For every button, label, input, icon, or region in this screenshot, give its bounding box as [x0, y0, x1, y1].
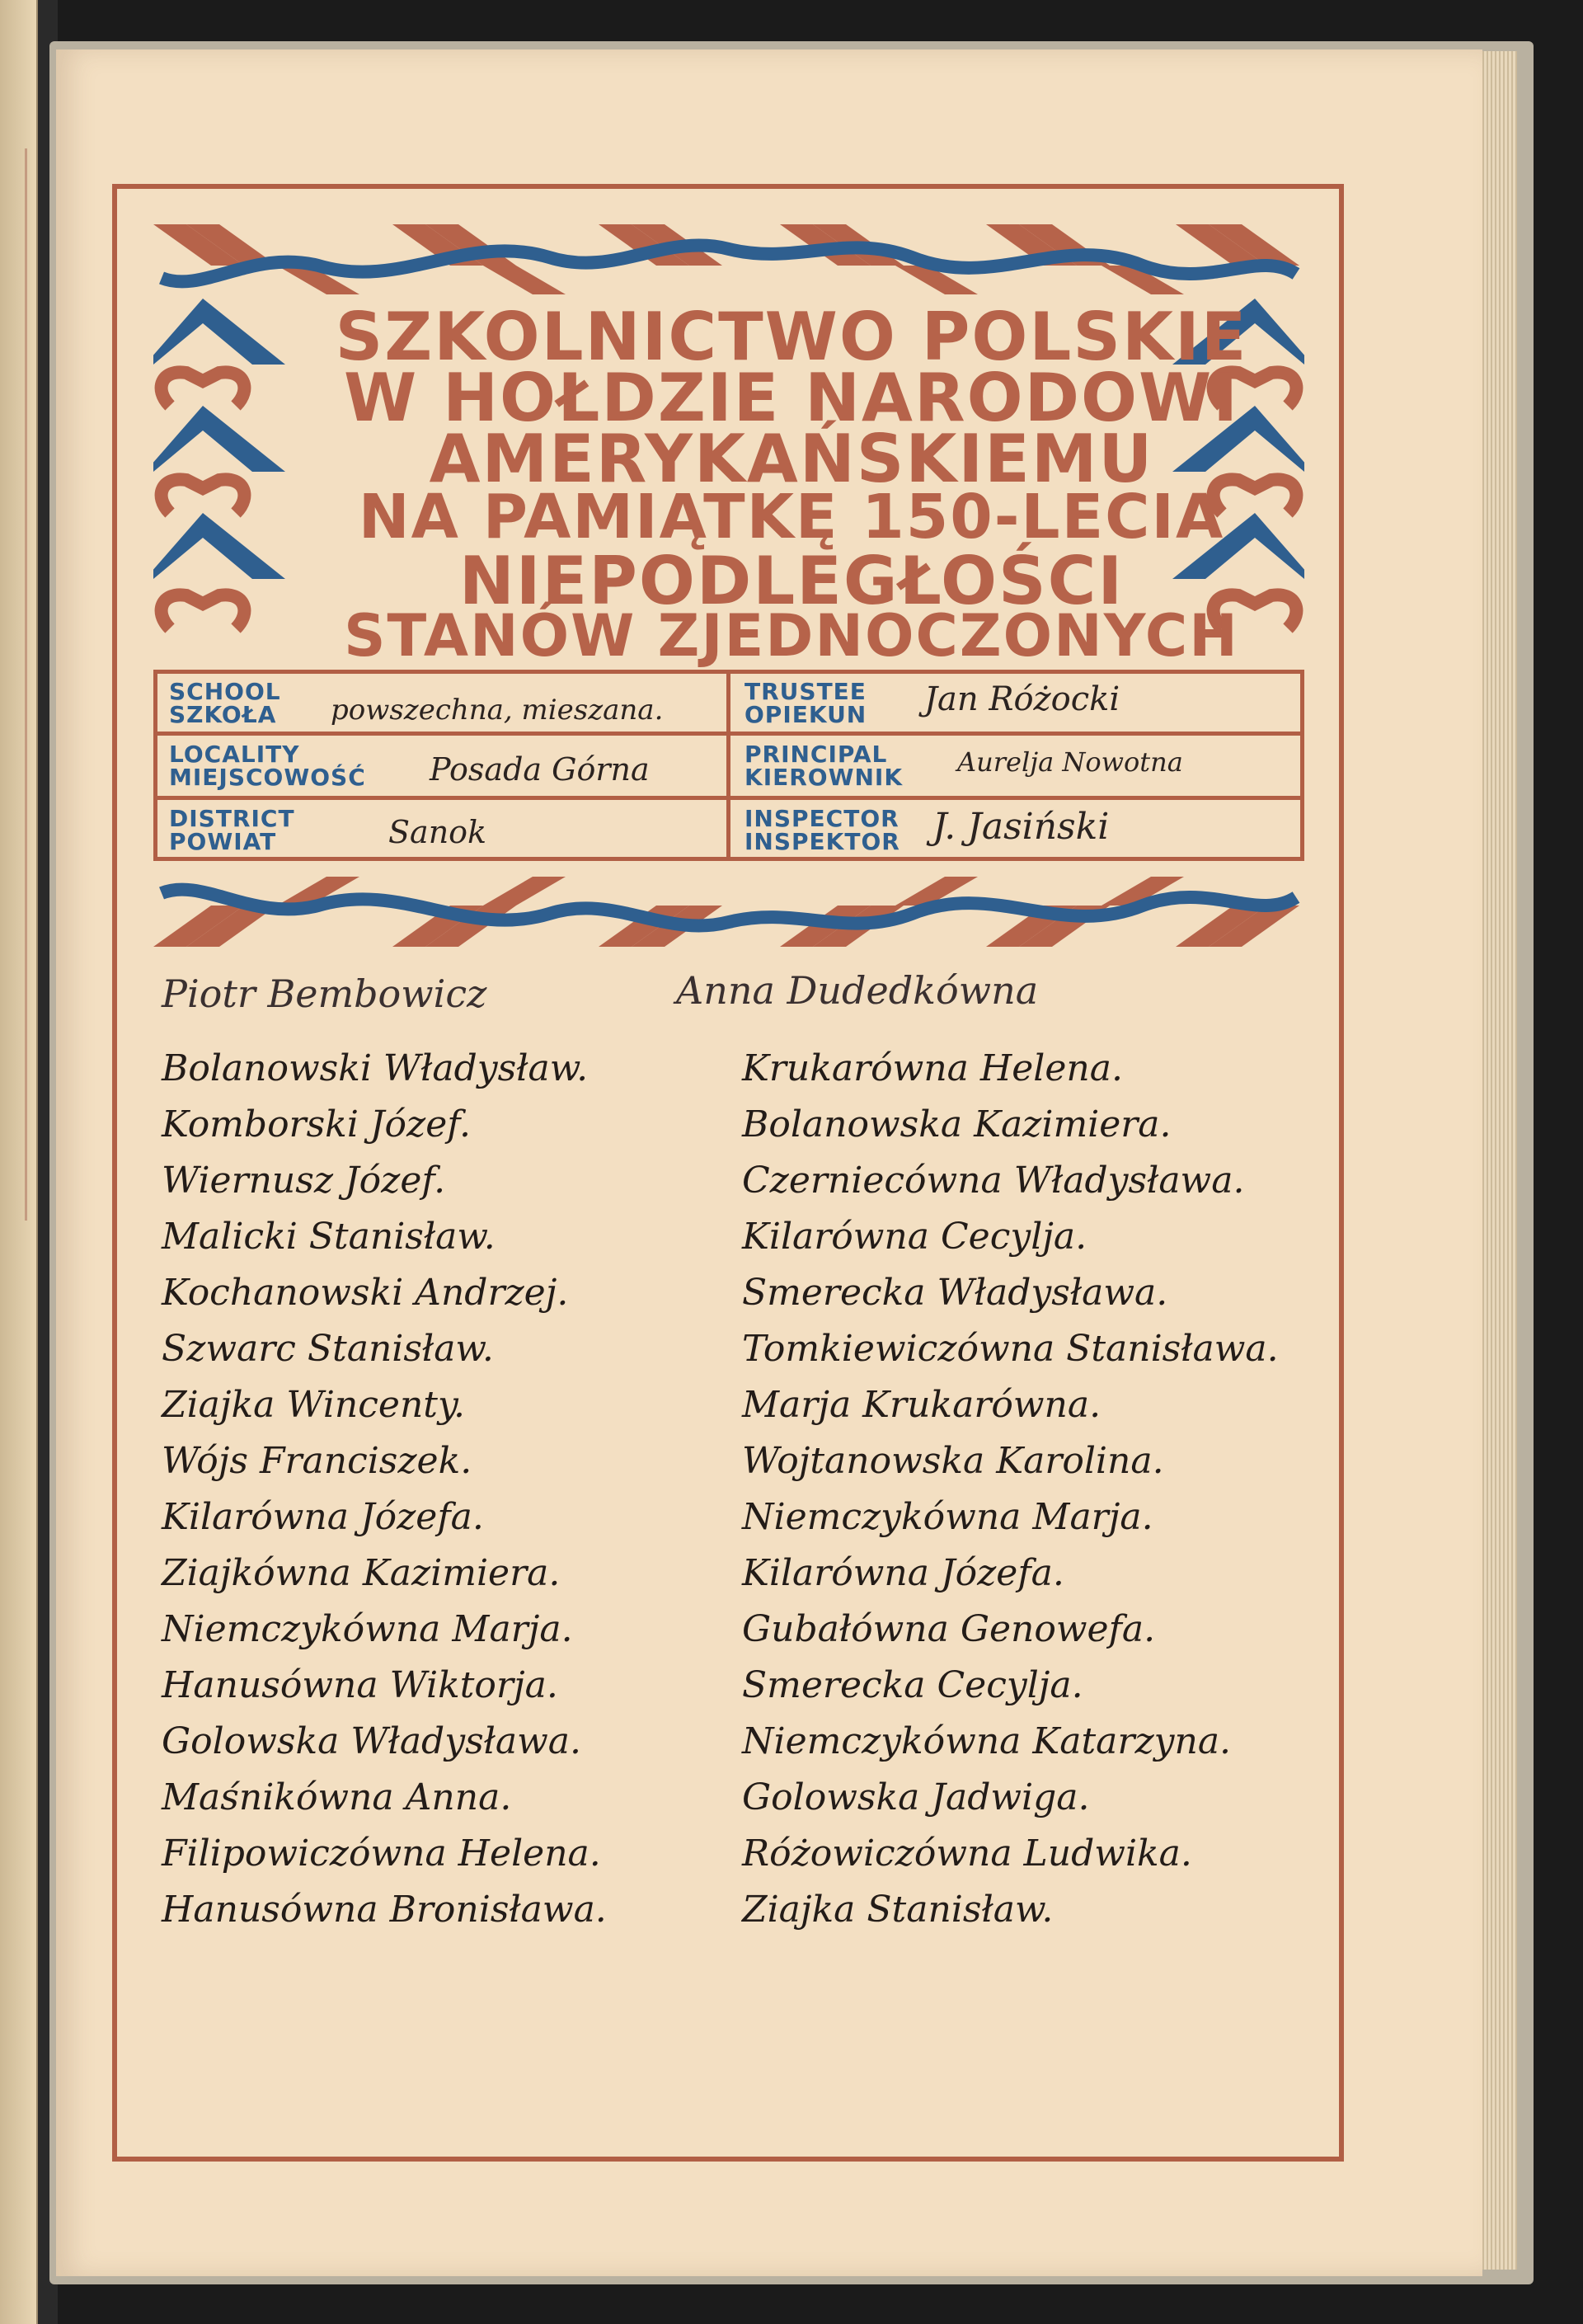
student-name: Tomkiewiczówna Stanisława.	[742, 1328, 1279, 1370]
student-name: Kochanowski Andrzej.	[162, 1272, 569, 1314]
student-name: Wójs Franciszek.	[162, 1440, 472, 1482]
student-name: Wojtanowska Karolina.	[742, 1440, 1164, 1482]
student-name: Komborski Józef.	[162, 1103, 471, 1146]
title-line-2: W HOŁDZIE NARODOWI	[344, 360, 1239, 436]
student-name: Niemczykówna Marja.	[742, 1496, 1153, 1538]
trustee-value: Jan Różocki	[924, 680, 1120, 718]
teacher-signature-1: Piotr Bembowicz	[162, 971, 487, 1016]
student-name: Czerniecówna Władysława.	[742, 1160, 1245, 1202]
student-name: Marja Krukarówna.	[742, 1384, 1102, 1426]
student-name: Golowska Władysława.	[162, 1720, 582, 1762]
locality-label: LOCALITY MIEJSCOWOŚĆ	[169, 741, 366, 791]
student-name: Niemczykówna Marja.	[162, 1608, 573, 1650]
district-label: DISTRICT POWIAT	[169, 805, 295, 855]
student-name: Malicki Stanisław.	[162, 1216, 496, 1258]
student-name: Hanusówna Bronisława.	[162, 1889, 607, 1931]
student-name: Szwarc Stanisław.	[162, 1328, 494, 1370]
inspector-label: INSPECTOR INSPEKTOR	[745, 805, 900, 855]
locality-value: Posada Górna	[430, 751, 650, 788]
student-name: Ziajkówna Kazimiera.	[162, 1552, 561, 1594]
student-name: Niemczykówna Katarzyna.	[742, 1720, 1232, 1762]
student-name: Bolanowski Władysław.	[162, 1047, 589, 1089]
bottom-ribbon-ornament	[153, 873, 1304, 955]
student-name: Maśnikówna Anna.	[162, 1776, 512, 1818]
student-name: Filipowiczówna Helena.	[162, 1832, 601, 1875]
student-name: Kilarówna Józefa.	[742, 1552, 1064, 1594]
school-label: SCHOOL SZKOŁA	[169, 678, 281, 728]
student-name: Bolanowska Kazimiera.	[742, 1103, 1172, 1146]
principal-value: Aurelja Nowotna	[957, 746, 1183, 778]
teacher-signature-2: Anna Dudedkówna	[676, 968, 1039, 1013]
student-name: Krukarówna Helena.	[742, 1047, 1123, 1089]
student-name: Smerecka Cecylja.	[742, 1664, 1083, 1706]
student-name: Golowska Jadwiga.	[742, 1776, 1090, 1818]
student-name: Smerecka Władysława.	[742, 1272, 1168, 1314]
trustee-label: TRUSTEE OPIEKUN	[745, 678, 867, 728]
student-name: Ziajka Stanisław.	[742, 1889, 1054, 1931]
top-ribbon-ornament	[153, 216, 1304, 299]
title-line-1: SZKOLNICTWO POLSKIE	[335, 299, 1248, 375]
student-name: Hanusówna Wiktorja.	[162, 1664, 558, 1706]
student-name: Ziajka Wincenty.	[162, 1384, 465, 1426]
principal-label: PRINCIPAL KIEROWNIK	[745, 741, 904, 791]
district-value: Sanok	[388, 814, 487, 850]
student-name: Kilarówna Cecylja.	[742, 1216, 1087, 1258]
title-line-4: NA PAMIĄTKĘ 150-LECIA	[358, 482, 1225, 553]
title-line-5: NIEPODLEGŁOŚCI	[458, 543, 1125, 619]
student-name: Gubałówna Genowefa.	[742, 1608, 1156, 1650]
student-name: Kilarówna Józefa.	[162, 1496, 484, 1538]
title-line-3: AMERYKAŃSKIEMU	[429, 421, 1154, 497]
title-line-6: STANÓW ZJEDNOCZONYCH	[344, 602, 1239, 670]
student-name: Wiernusz Józef.	[162, 1160, 446, 1202]
school-info-table	[153, 670, 1304, 861]
student-name: Różowiczówna Ludwika.	[742, 1832, 1192, 1875]
school-value: powszechna, mieszana.	[331, 694, 664, 727]
inspector-value: J. Jasiński	[932, 806, 1110, 848]
